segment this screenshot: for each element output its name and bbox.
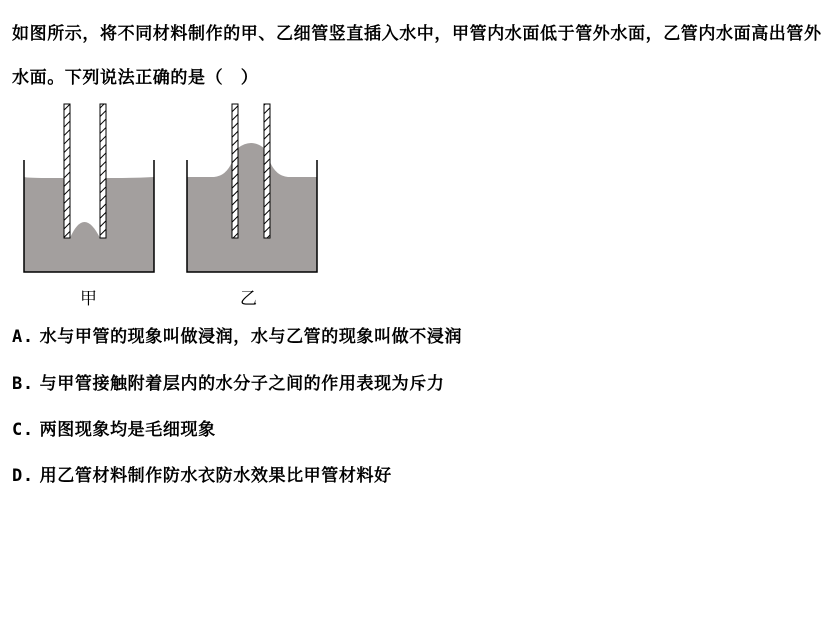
tube-right-wall-2 (264, 104, 270, 238)
capillary-figure (14, 100, 334, 310)
option-b-text: 与甲管接触附着层内的水分子之间的作用表现为斥力 (39, 374, 445, 394)
water-left (24, 177, 154, 272)
option-c (12, 415, 216, 440)
option-a (12, 322, 462, 347)
option-c-key: C. (12, 420, 34, 440)
tube-left-wall-1 (64, 104, 70, 238)
question-text: 如图所示，将不同材料制作的甲、乙细管竖直插入水中，甲管内水面低于管外水面，乙管内水面高出管外水面。下列说法正确的是（ ） (12, 24, 822, 88)
beaker-left (24, 104, 154, 272)
water-right (187, 143, 317, 272)
figure-label-yi: 乙 (240, 289, 257, 309)
tube-left-wall-2 (100, 104, 106, 238)
option-b (12, 369, 444, 394)
option-d-text: 用乙管材料制作防水衣防水效果比甲管材料好 (39, 466, 392, 486)
option-b-key: B. (12, 374, 34, 394)
option-c-text: 两图现象均是毛细现象 (39, 420, 216, 440)
beaker-right (187, 104, 317, 272)
option-d-key: D. (12, 466, 34, 486)
option-a-text: 水与甲管的现象叫做浸润，水与乙管的现象叫做不浸润 (39, 327, 463, 347)
option-a-key: A. (12, 327, 34, 347)
figure-label-jia: 甲 (80, 289, 97, 309)
tube-right-wall-1 (232, 104, 238, 238)
option-d (12, 461, 392, 486)
